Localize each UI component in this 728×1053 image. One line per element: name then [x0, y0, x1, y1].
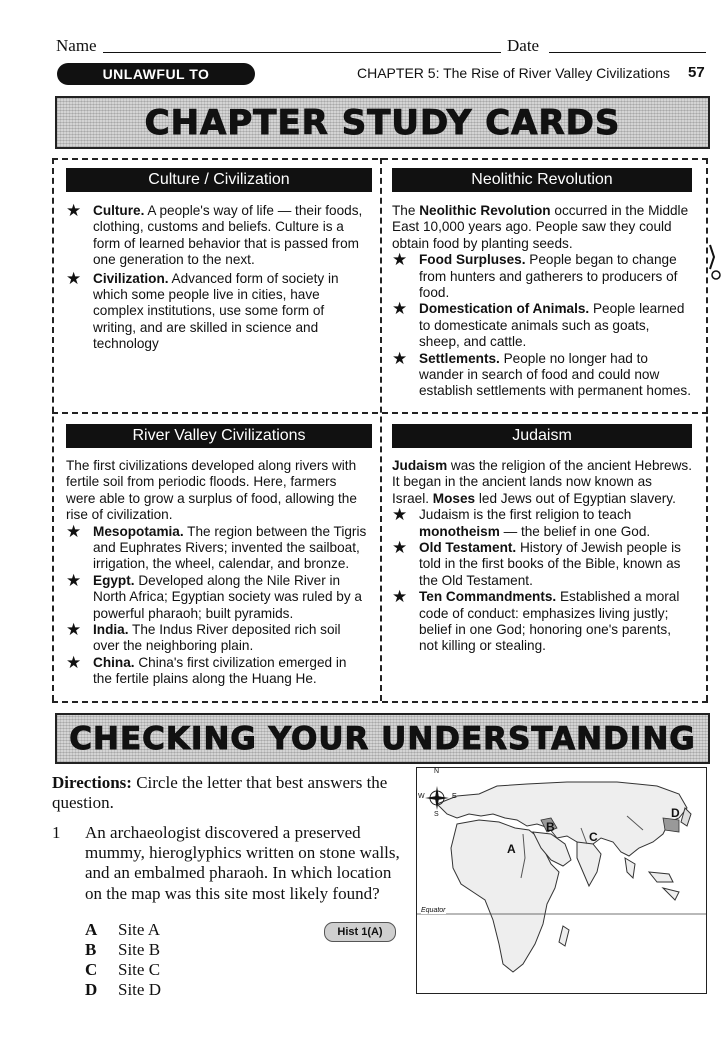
understanding-title: CHECKING YOUR UNDERSTANDING [69, 720, 696, 757]
star-icon: ★ [392, 538, 408, 558]
compass-n-label: N [434, 768, 440, 775]
star-icon: ★ [66, 652, 82, 672]
judaism-intro: Judaism was the religion of the ancient Hebrews. It began in the ancient lands now known as Israel. Moses led Jews out of Egyptian slavery. [392, 458, 692, 506]
map-drawing [417, 768, 707, 994]
map-site-a: A [507, 842, 516, 856]
star-icon: ★ [66, 521, 82, 541]
name-field-line[interactable] [103, 52, 501, 53]
option-b[interactable]: B Site B [85, 940, 161, 959]
equator-label: Equator [421, 907, 446, 914]
river-intro: The first civilizations developed along rivers with fertile soil from periodic floods. Here, farmers were able to grow a surplus of food, allowing the rise of civilization. [66, 458, 357, 523]
list-item: ★ Ten Commandments. Established a moral code of conduct: emphasizes living justly; belief in one God; honoring one's parents, not killing or stealing. [392, 587, 680, 654]
card-judaism-body [392, 458, 692, 655]
star-icon: ★ [66, 620, 82, 640]
list-item: ★ Food Surpluses. People began to change from hunters and gatherers to producers of food. [392, 250, 678, 301]
list-item: ★ Culture. A people's way of life — their foods, clothing, customs and beliefs. Culture is a form of learned behavior that is passed from one generation to the next. [66, 201, 363, 268]
option-d[interactable]: D Site D [85, 980, 161, 999]
list-item: ★ Domestication of Animals. People learned to domesticate animals such as goats, sheep, and cattle. [392, 299, 685, 350]
card-border-right [706, 158, 708, 701]
option-c[interactable]: C Site C [85, 960, 161, 979]
study-cards-banner [55, 96, 710, 149]
map-site-c: C [589, 830, 598, 844]
directions: Directions: Circle the letter that best answers the question. [52, 773, 388, 813]
date-label: Date [507, 36, 540, 55]
list-item: ★ Mesopotamia. The region between the Tigris and Euphrates Rivers; invented the sailboat, irrigation, the wheel, calendar, and bronze. [66, 521, 367, 572]
copyright-badge: UNLAWFUL TO [57, 63, 255, 85]
list-item: ★ China. China's first civilization emerged in the fertile plains along the Huang He. [66, 652, 347, 687]
question-text: An archaeologist discovered a preserved mummy, hieroglyphics written on stone walls, and an embalmed pharaoh. In which location on the map was this site most likely found? [85, 823, 400, 903]
star-icon: ★ [392, 348, 408, 368]
list-item: ★ Judaism is the first religion to teach monotheism — the belief in one God. [392, 505, 651, 539]
star-icon: ★ [392, 505, 408, 525]
star-icon: ★ [66, 268, 82, 288]
understanding-banner [55, 713, 710, 764]
page-number: 57 [688, 64, 705, 81]
card-neolithic-header: Neolithic Revolution [392, 168, 692, 192]
option-a[interactable]: A Site A [85, 920, 161, 939]
name-label: Name [56, 36, 97, 55]
question-number: 1 [52, 823, 61, 842]
compass-s-label: S [434, 811, 439, 818]
study-cards-title: CHAPTER STUDY CARDS [144, 102, 621, 143]
compass-e-label: E [452, 793, 457, 800]
list-item: ★ Civilization. Advanced form of society in which some people live in cities, have complex institutions, use some form of writing, and are skilled in science and technology [66, 268, 339, 352]
standard-tag: Hist 1(A) [324, 922, 396, 942]
map [416, 767, 707, 994]
date-field-line[interactable] [549, 52, 706, 53]
star-icon: ★ [392, 250, 408, 270]
star-icon: ★ [66, 570, 82, 590]
compass-w-label: W [418, 793, 425, 800]
star-icon: ★ [392, 299, 408, 319]
card-border-bottom [52, 701, 708, 703]
list-item: ★ Old Testament. History of Jewish people is told in the first books of the Bible, known as the Old Testament. [392, 538, 681, 588]
card-judaism-header: Judaism [392, 424, 692, 448]
list-item: ★ India. The Indus River deposited rich soil over the neighboring plain. [66, 620, 341, 654]
card-border-left [52, 158, 54, 701]
card-culture-header: Culture / Civilization [66, 168, 372, 192]
card-river-header: River Valley Civilizations [66, 424, 372, 448]
star-icon: ★ [392, 587, 408, 607]
list-item: ★ Egypt. Developed along the Nile River in North Africa; Egyptian society was ruled by a powerful pharaoh; built pyramids. [66, 570, 362, 621]
card-river-body [66, 458, 367, 688]
card-culture-body [66, 203, 367, 353]
chapter-title: CHAPTER 5: The Rise of River Valley Civilizations [357, 65, 671, 81]
star-icon: ★ [66, 201, 82, 220]
card-border-center [380, 158, 382, 701]
list-item: ★ Settlements. People no longer had to wander in search of food and could now establish settlements with permanent homes. [392, 348, 692, 399]
map-site-b: B [546, 820, 555, 834]
neolithic-intro: The Neolithic Revolution occurred in the Middle East 10,000 years ago. People saw they could obtain food by planting seeds. [392, 203, 689, 251]
card-neolithic-body [392, 203, 692, 400]
map-site-d: D [671, 806, 680, 820]
binder-tab-icon [708, 243, 722, 281]
